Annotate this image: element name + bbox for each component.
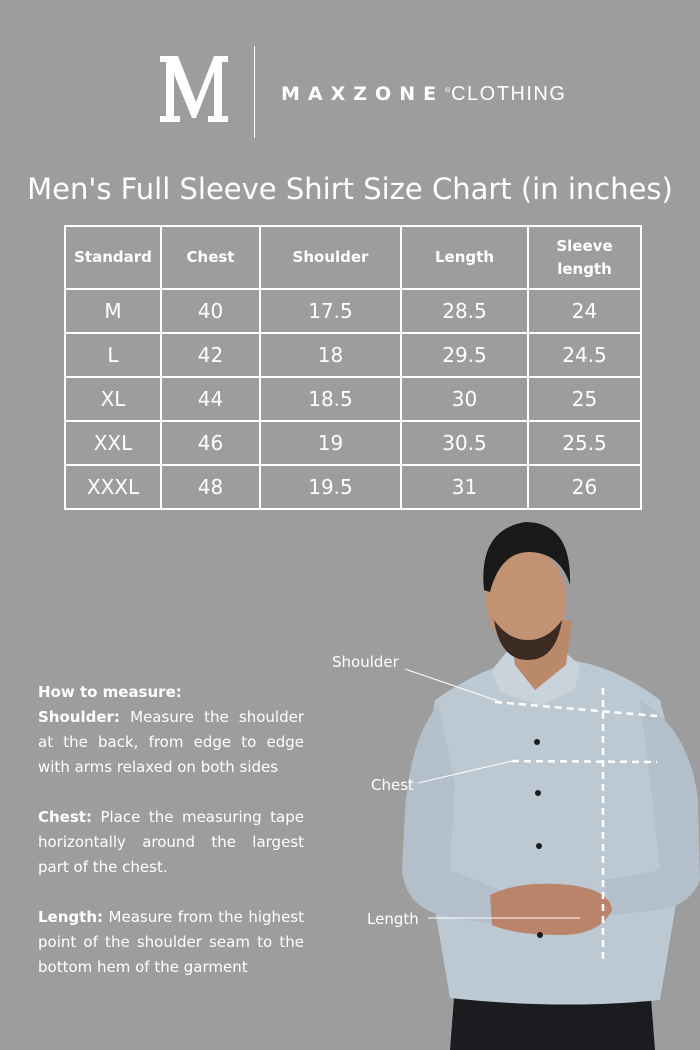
instruction-label: Shoulder: [38,708,120,726]
table-cell: 46 [161,421,260,465]
table-header-row [65,226,641,289]
table-cell: 28.5 [401,289,528,333]
instruction-shoulder [38,705,304,780]
table-cell: 17.5 [260,289,401,333]
header-sleeve-length: Sleeve length [528,226,641,289]
instruction-text: Measure from the highest point of the shoulder seam to the bottom hem of the garment [38,908,304,976]
table-cell: 44 [161,377,260,421]
table-cell: 25.5 [528,421,641,465]
table-cell: 30 [401,377,528,421]
brand-name [281,83,566,106]
table-cell: 18 [260,333,401,377]
table-cell: 42 [161,333,260,377]
table-row [65,421,641,465]
table-cell: 25 [528,377,641,421]
header-length: Length [401,226,528,289]
table-cell: 40 [161,289,260,333]
table-cell: XXXL [65,465,161,509]
instruction-text: Measure the shoulder at the back, from edge to edge with arms relaxed on both sides [38,708,304,776]
callout-chest: Chest [371,776,414,794]
table-cell: 31 [401,465,528,509]
table-cell: L [65,333,161,377]
how-to-heading: How to measure: [38,683,182,701]
table-cell: 19.5 [260,465,401,509]
instruction-length [38,905,304,980]
table-cell: 26 [528,465,641,509]
brand-logo-mark [158,52,230,124]
header-standard: Standard [65,226,161,289]
table-cell: 30.5 [401,421,528,465]
table-cell: 24 [528,289,641,333]
instruction-label: Length: [38,908,103,926]
table-cell: 24.5 [528,333,641,377]
table-cell: 48 [161,465,260,509]
table-row [65,377,641,421]
table-cell: XL [65,377,161,421]
table-cell: 29.5 [401,333,528,377]
size-chart-table [64,225,642,510]
brand-name-light: CLOTHING [451,83,567,105]
table-cell: 19 [260,421,401,465]
page-title: Men's Full Sleeve Shirt Size Chart (in inches) [27,172,673,206]
table-row [65,289,641,333]
header-chest: Chest [161,226,260,289]
table-cell: M [65,289,161,333]
instruction-chest [38,805,304,880]
registered-mark: ® [444,86,452,95]
logo-divider [254,46,255,138]
instruction-text: Place the measuring tape horizontally around the largest part of the chest. [38,808,304,876]
table-row [65,333,641,377]
how-to-measure [38,680,304,1005]
table-row [65,465,641,509]
brand-name-bold: MAXZONE [281,83,445,105]
instruction-label: Chest: [38,808,92,826]
table-cell: XXL [65,421,161,465]
callout-shoulder: Shoulder [332,653,399,671]
header-shoulder: Shoulder [260,226,401,289]
table-cell: 18.5 [260,377,401,421]
callout-length: Length [367,910,419,928]
model-shirt-illustration [395,510,700,1050]
